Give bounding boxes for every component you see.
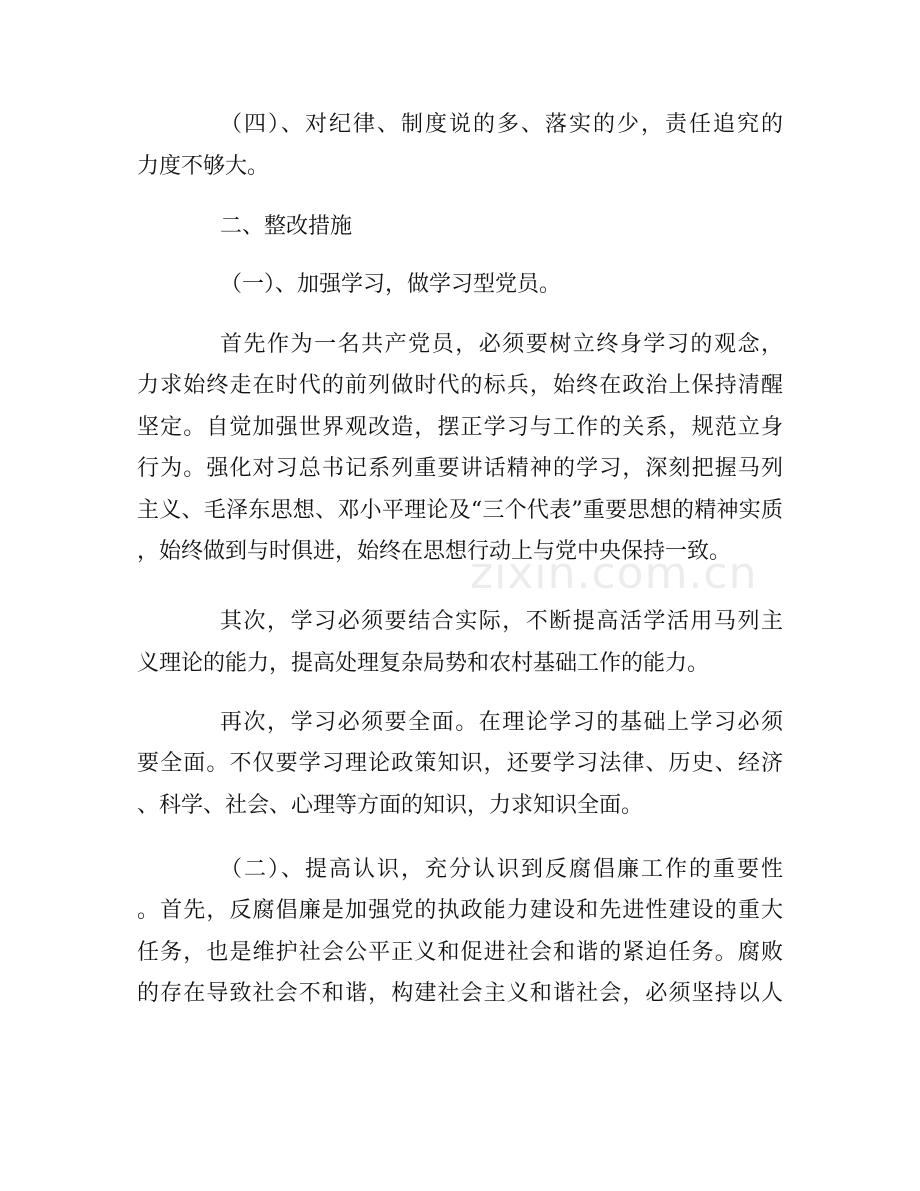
watermark: zixin.com.cn (470, 548, 758, 599)
text-line: 义理论的能力，提高处理复杂局势和农村基础工作的能力。 (137, 651, 710, 676)
section-heading: 二、整改措施 (220, 214, 353, 239)
text-line: 主义、毛泽东思想、邓小平理论及“三个代表”重要思想的精神实质 (137, 498, 783, 523)
text-line: 再次，学习必须要全面。在理论学习的基础上学习必须 (220, 710, 783, 735)
text-line: 坚定。自觉加强世界观改造，摆正学习与工作的关系，规范立身 (137, 415, 783, 440)
text-line: 力求始终走在时代的前列做时代的标兵，始终在政治上保持清醒 (137, 373, 783, 398)
text-line: 首先作为一名共产党员，必须要树立终身学习的观念， (220, 332, 783, 357)
text-line: 力度不够大。 (137, 154, 270, 179)
text-line: 的存在导致社会不和谐，构建社会主义和谐社会，必须坚持以人 (137, 981, 783, 1006)
subsection-heading: （一）、加强学习，做学习型党员。 (220, 272, 562, 297)
text-line: 要全面。不仅要学习理论政策知识，还要学习法律、历史、经济 (137, 751, 783, 776)
text-line: （四）、对纪律、制度说的多、落实的少，责任追究的 (220, 112, 783, 137)
text-line: 、科学、社会、心理等方面的知识，力求知识全面。 (137, 793, 644, 818)
text-line: 任务，也是维护社会公平正义和促进社会和谐的紧迫任务。腐败 (137, 940, 783, 965)
text-line: 。首先，反腐倡廉是加强党的执政能力建设和先进性建设的重大 (137, 898, 783, 923)
text-line: （二）、提高认识，充分认识到反腐倡廉工作的重要性 (220, 857, 783, 882)
text-line: 行为。强化对习总书记系列重要讲话精神的学习，深刻把握马列 (137, 456, 783, 481)
text-line: 其次，学习必须要结合实际，不断提高活学活用马列主 (220, 609, 783, 634)
text-line: ，始终做到与时俱进，始终在思想行动上与党中央保持一致。 (137, 539, 732, 564)
